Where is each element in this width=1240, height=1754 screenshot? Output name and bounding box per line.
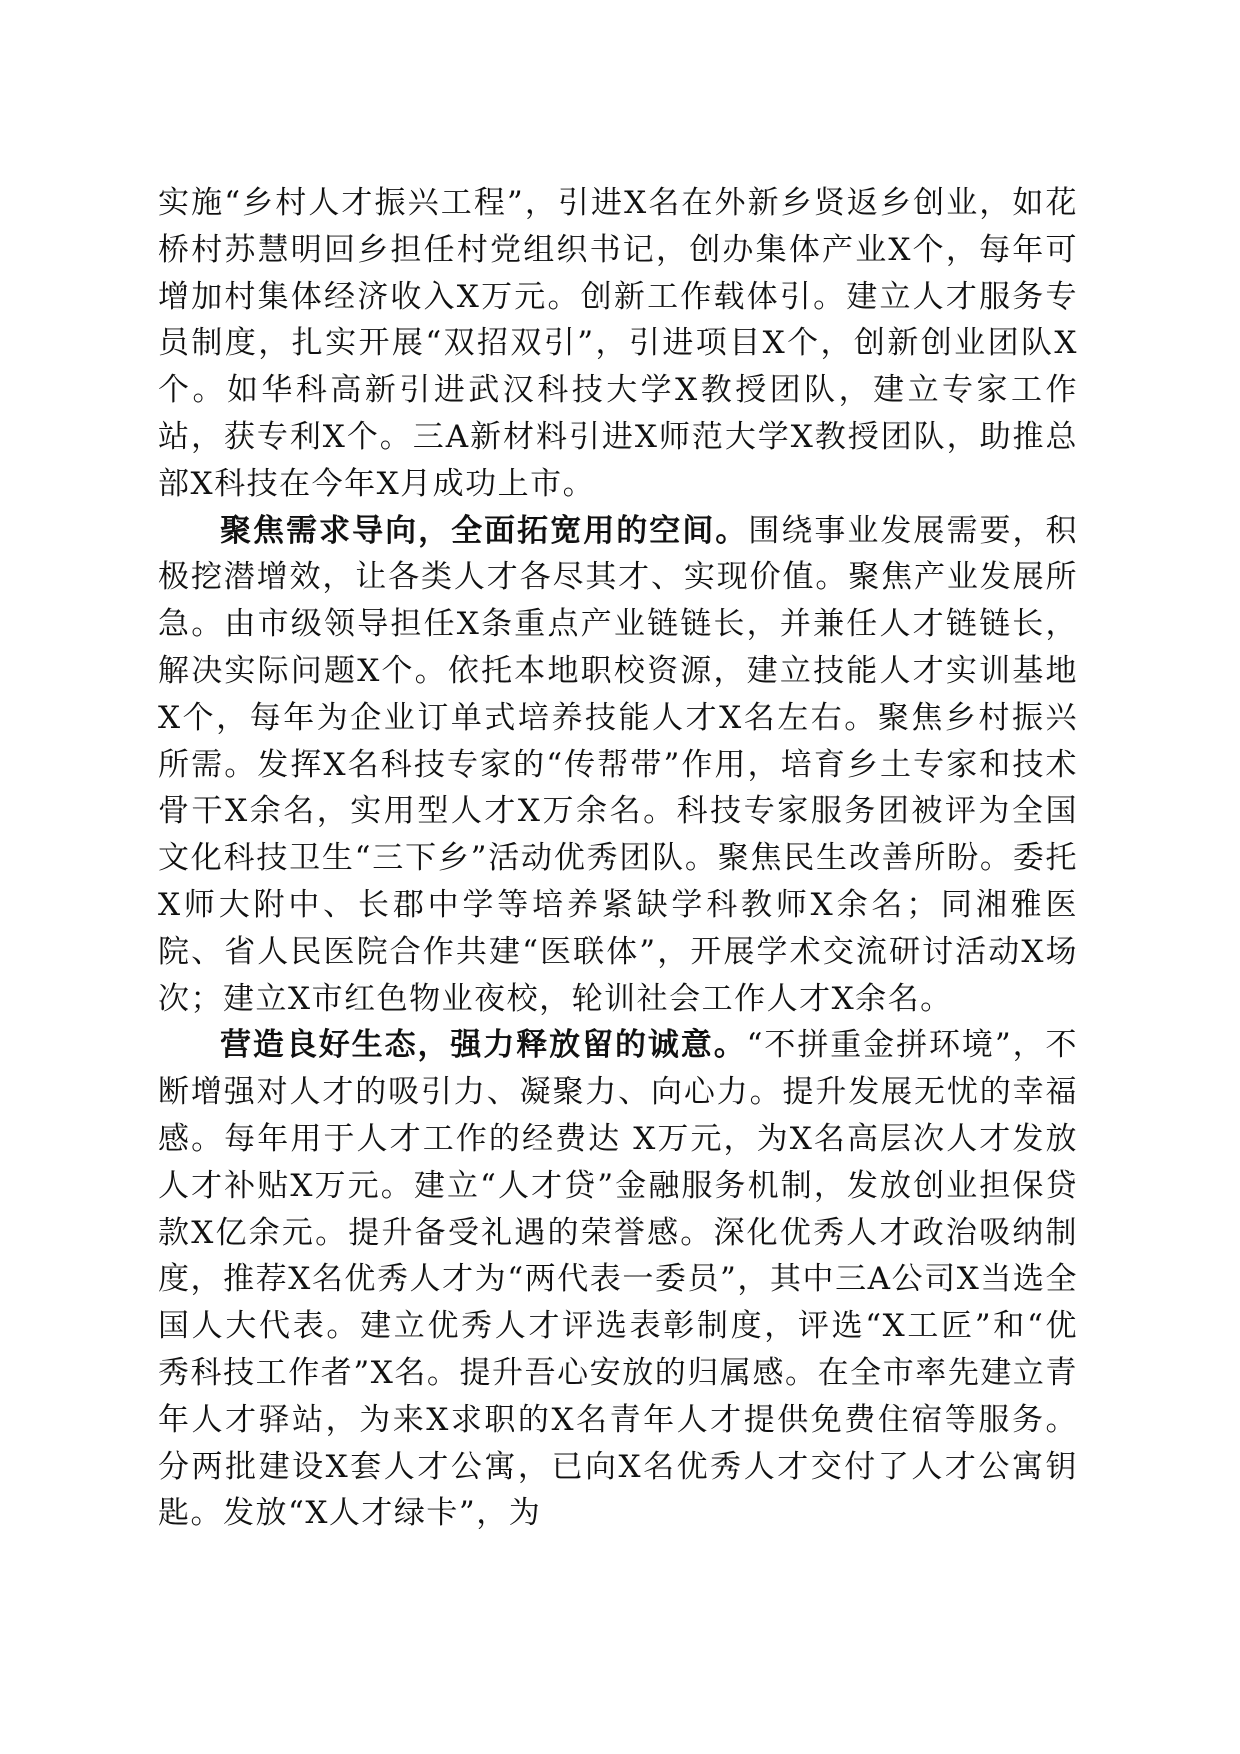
body-text: [158, 180, 1078, 1537]
paragraph-2-body: 围绕事业发展需要，积极挖潜增效，让各类人才各尽其才、实现价值。聚焦产业发展所急。由市级领导担任X条重点产业链链长，并兼任人才链链长，解决实际问题X个。依托本地职校资源，建立技能人才实训基地X个，每年为企业订单式培养技能人才X名左右。聚焦乡村振兴所需。发挥X名科技专家的“传帮带”作用，培育乡土专家和技术骨干X余名，实用型人才X万余名。科技专家服务团被评为全国文化科技卫生“三下乡”活动优秀团队。聚焦民生改善所盼。委托X师大附中、长郡中学等培养紧缺学科教师X余名；同湘雅医院、省人民医院合作共建“医联体”，开展学术交流研讨活动X场次；建立X市红色物业夜校，轮训社会工作人才X余名。: [158, 512, 1079, 1017]
paragraph-3-body: “不拼重金拼环境”，不断增强对人才的吸引力、凝聚力、向心力。提升发展无忧的幸福感。每年用于人才工作的经费达 X万元，为X名高层次人才发放人才补贴X万元。建立“人才贷”金融服务机制，发放创业担保贷款X亿余元。提升备受礼遇的荣誉感。深化优秀人才政治吸纳制度，推荐X名优秀人才为“两代表一委员”，其中三A公司X当选全国人大代表。建立优秀人才评选表彰制度，评选“X工匠”和“优秀科技工作者”X名。提升吾心安放的归属感。在全市率先建立青年人才驿站，为来X求职的X名青年人才提供免费住宿等服务。分两批建设X套人才公寓，已向X名优秀人才交付了人才公寓钥匙。发放“X人才绿卡”，为: [158, 1027, 1079, 1532]
paragraph-3: [158, 1022, 1078, 1537]
paragraph-1-body: 实施“乡村人才振兴工程”，引进X名在外新乡贤返乡创业，如花桥村苏慧明回乡担任村党组织书记，创办集体产业X个，每年可增加村集体经济收入X万元。创新工作载体引。建立人才服务专员制度，扎实开展“双招双引”，引进项目X个，创新创业团队X个。如华科高新引进武汉科技大学X教授团队，建立专家工作站，获专利X个。三A新材料引进X师范大学X教授团队，助推总部X科技在今年X月成功上市。: [158, 185, 1078, 502]
paragraph-3-lead: 营造良好生态，强力释放留的诚意。: [220, 1027, 747, 1064]
paragraph-2: [158, 508, 1078, 1023]
paragraph-2-lead: 聚焦需求导向，全面拓宽用的空间。: [220, 512, 749, 549]
paragraph-1: [158, 180, 1078, 508]
